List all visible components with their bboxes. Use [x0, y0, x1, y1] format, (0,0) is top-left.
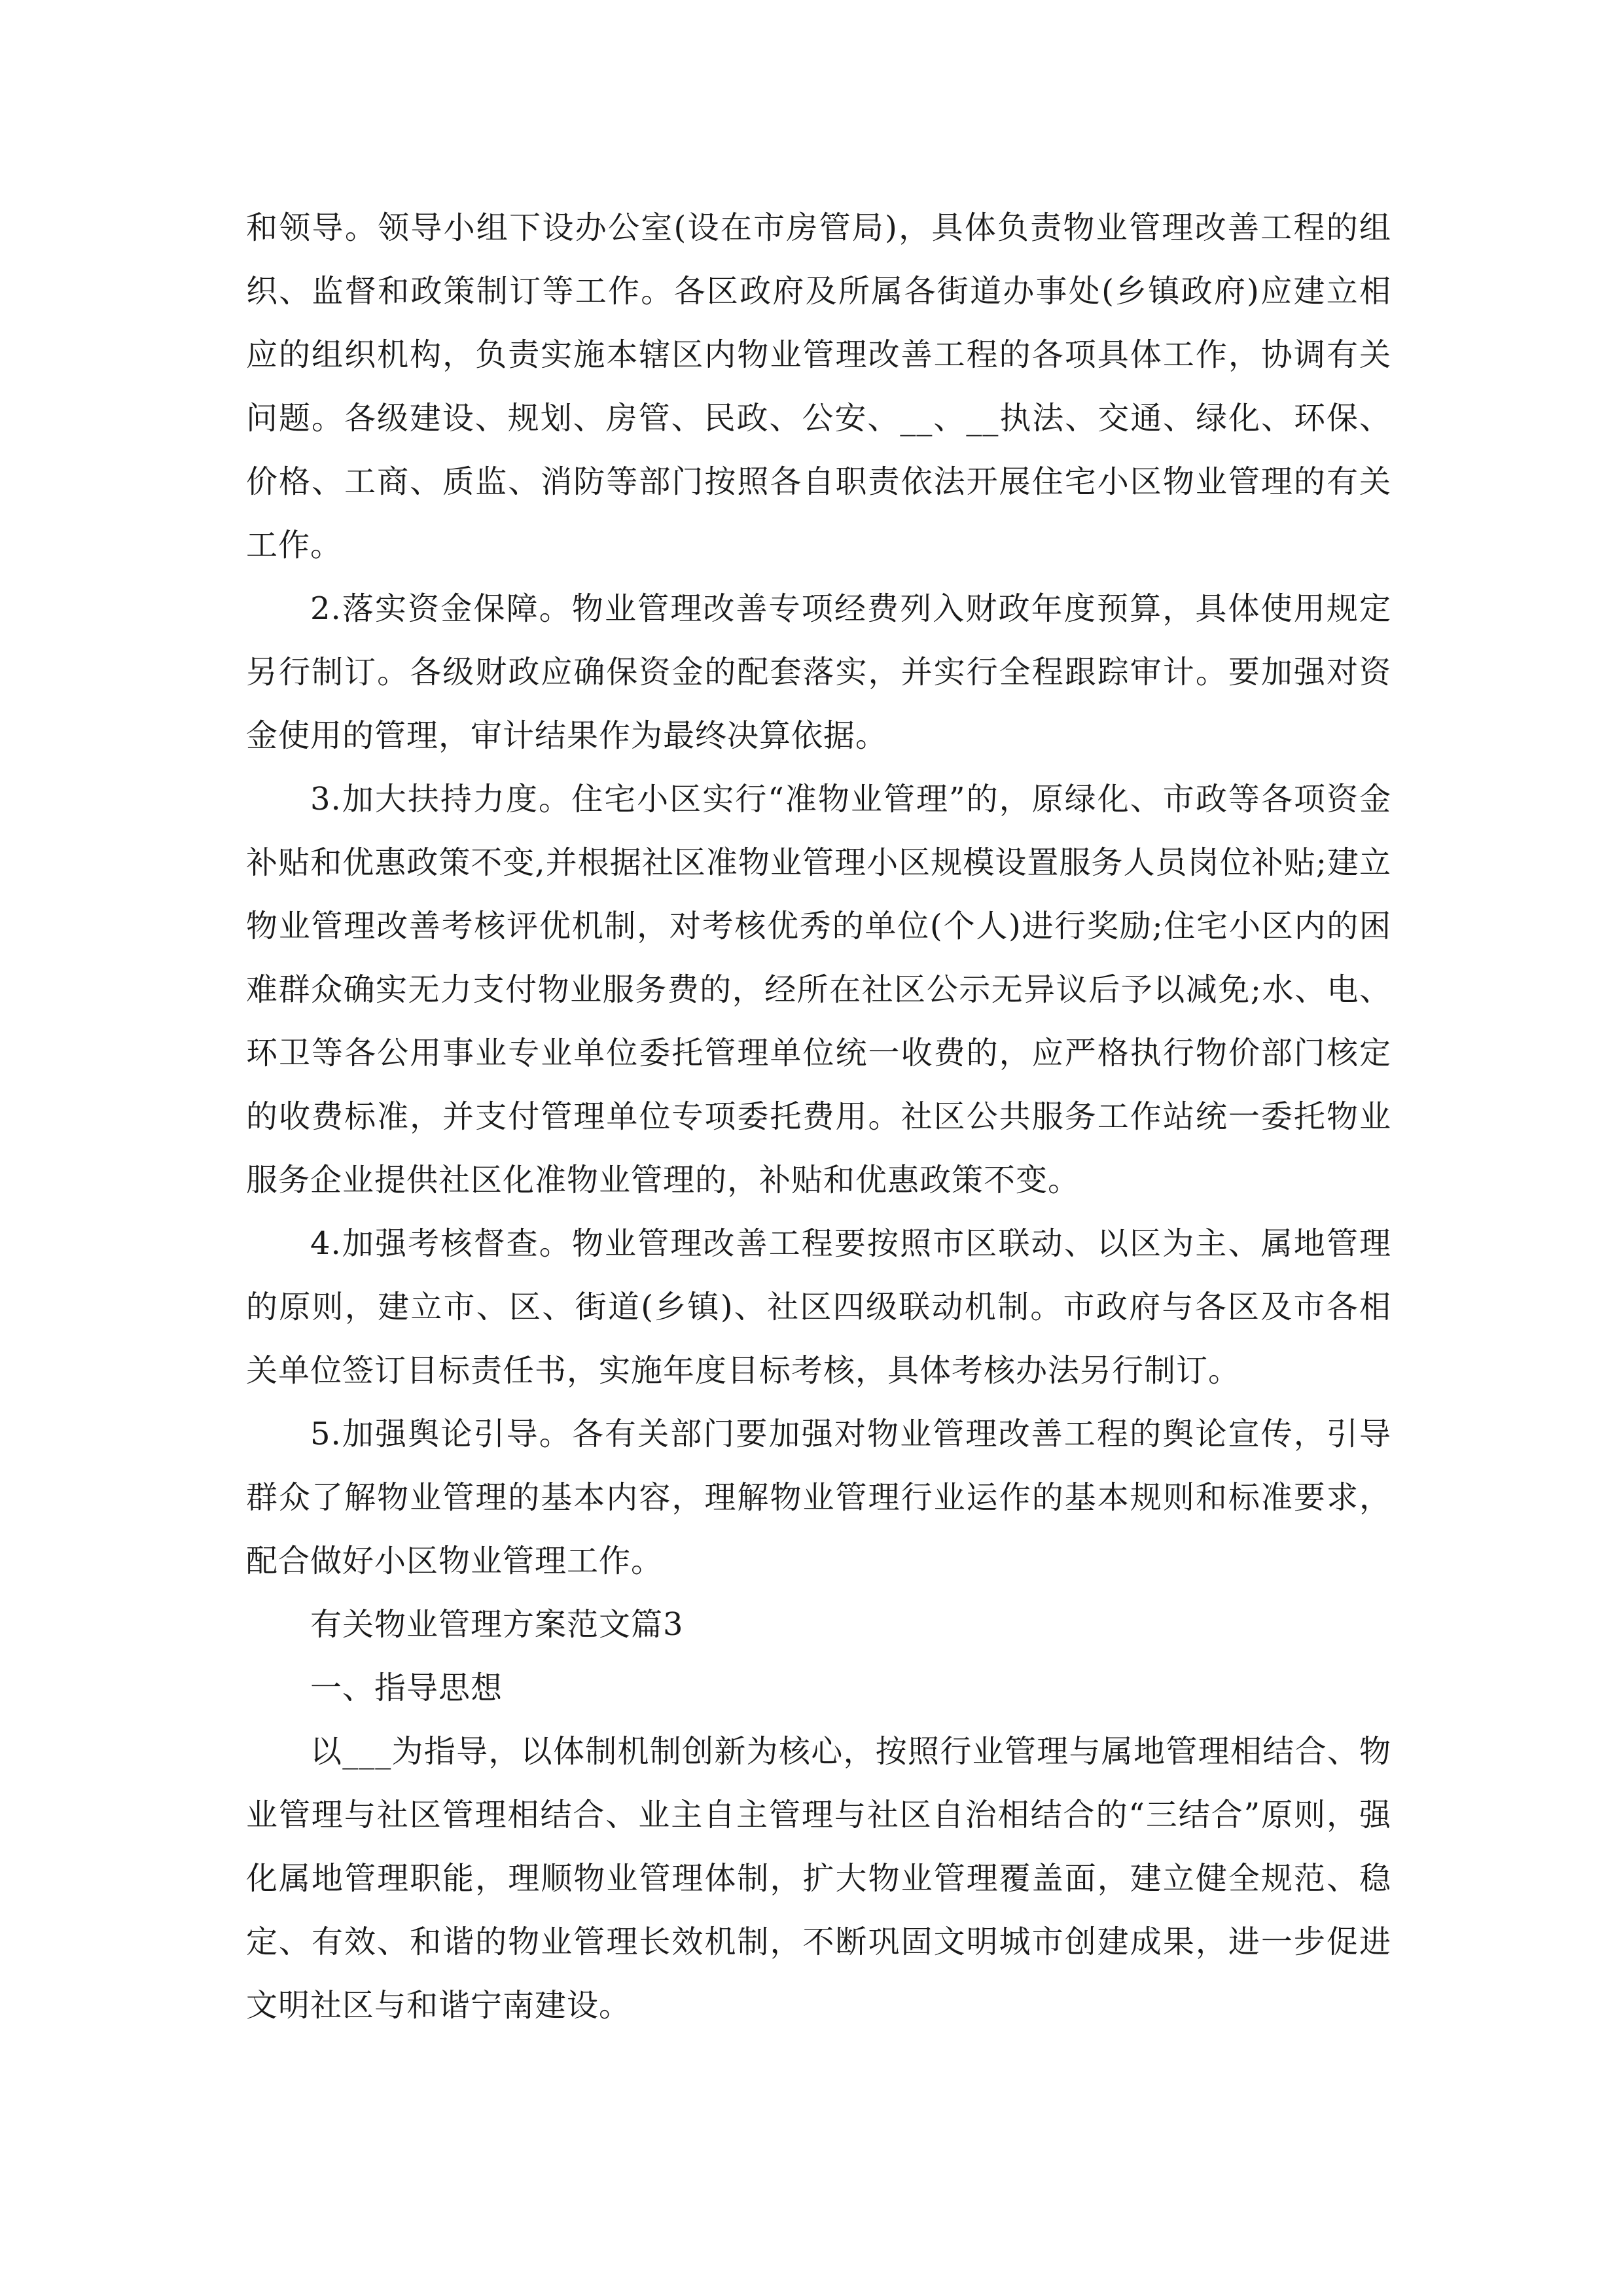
paragraph-2: 2.落实资金保障。物业管理改善专项经费列入财政年度预算，具体使用规定另行制订。各级财政应确保资金的配套落实，并实行全程跟踪审计。要加强对资金使用的管理，审计结果作为最终决算依据。 — [246, 590, 1391, 754]
paragraph-guiding-thought: 以___为指导，以体制机制创新为核心，按照行业管理与属地管理相结合、物业管理与社区管理相结合、业主自主管理与社区自治相结合的“三结合”原则，强化属地管理职能，理顺物业管理体制，扩大物业管理覆盖面，建立健全规范、稳定、有效、和谐的物业管理长效机制，不断巩固文明城市创建成果，进一步促进文明社区与和谐宁南建设。 — [246, 1733, 1391, 2024]
paragraph-5: 5.加强舆论引导。各有关部门要加强对物业管理改善工程的舆论宣传，引导群众了解物业管理的基本内容，理解物业管理行业运作的基本规则和标准要求，配合做好小区物业管理工作。 — [246, 1416, 1391, 1579]
paragraph-1: 和领导。领导小组下设办公室(设在市房管局)，具体负责物业管理改善工程的组织、监督和政策制订等工作。各区政府及所属各街道办事处(乡镇政府)应建立相应的组织机构，负责实施本辖区内物业管理改善工程的各项具体工作，协调有关问题。各级建设、规划、房管、民政、公安、__、__执法、交通、绿化、环保、价格、工商、质监、消防等部门按照各自职责依法开展住宅小区物业管理的有关工作。 — [246, 209, 1391, 564]
paragraph-4: 4.加强考核督查。物业管理改善工程要按照市区联动、以区为主、属地管理的原则，建立市、区、街道(乡镇)、社区四级联动机制。市政府与各区及市各相关单位签订目标责任书，实施年度目标考核，具体考核办法另行制订。 — [246, 1225, 1391, 1389]
section-title: 有关物业管理方案范文篇3 — [310, 1606, 684, 1643]
document-body — [246, 196, 1391, 2037]
section-heading: 一、指导思想 — [310, 1670, 503, 1706]
paragraph-3: 3.加大扶持力度。住宅小区实行“准物业管理”的，原绿化、市政等各项资金补贴和优惠政策不变,并根据社区准物业管理小区规模设置服务人员岗位补贴;建立物业管理改善考核评优机制，对考核优秀的单位(个人)进行奖励;住宅小区内的困难群众确实无力支付物业服务费的，经所在社区公示无异议后予以减免;水、电、环卫等各公用事业专业单位委托管理单位统一收费的，应严格执行物价部门核定的收费标准，并支付管理单位专项委托费用。社区公共服务工作站统一委托物业服务企业提供社区化准物业管理的，补贴和优惠政策不变。 — [246, 781, 1391, 1198]
